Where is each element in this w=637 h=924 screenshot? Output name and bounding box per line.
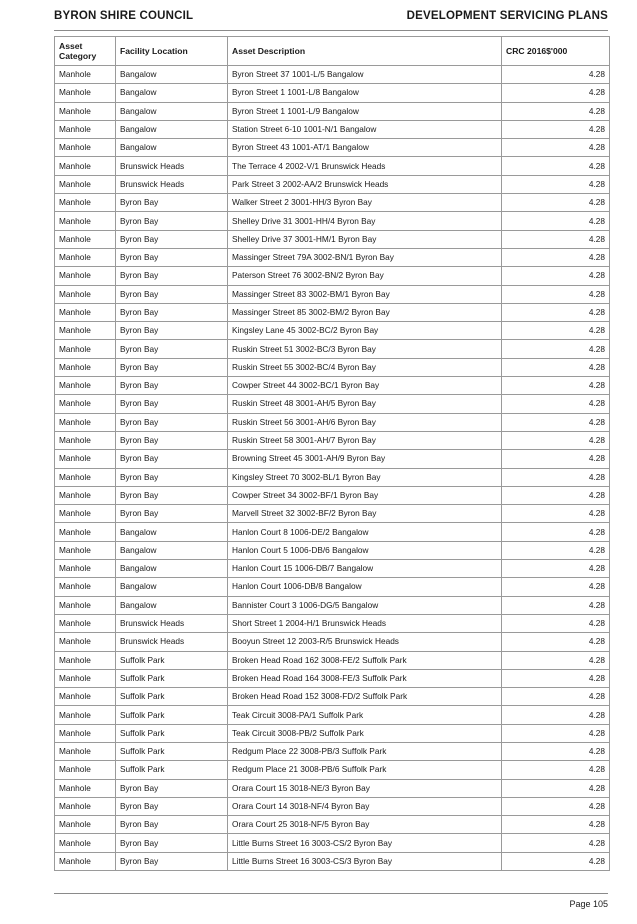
asset-description-cell: Ruskin Street 51 3002-BC/3 Byron Bay (228, 340, 502, 358)
asset-category-cell: Manhole (55, 468, 116, 486)
table-row (55, 797, 610, 815)
crc-value-cell: 4.28 (502, 669, 610, 687)
crc-value-cell: 4.28 (502, 761, 610, 779)
table-row (55, 724, 610, 742)
asset-description-cell: Orara Court 14 3018-NF/4 Byron Bay (228, 797, 502, 815)
crc-value-cell: 4.28 (502, 431, 610, 449)
table-row (55, 541, 610, 559)
crc-value-cell: 4.28 (502, 157, 610, 175)
facility-location-cell: Byron Bay (116, 267, 228, 285)
asset-category-cell: Manhole (55, 578, 116, 596)
facility-location-cell: Byron Bay (116, 285, 228, 303)
table-row (55, 322, 610, 340)
crc-value-cell: 4.28 (502, 139, 610, 157)
asset-description-cell: Short Street 1 2004-H/1 Brunswick Heads (228, 614, 502, 632)
table-row (55, 175, 610, 193)
table-row (55, 230, 610, 248)
table-row (55, 285, 610, 303)
facility-location-cell: Byron Bay (116, 779, 228, 797)
facility-location-cell: Suffolk Park (116, 669, 228, 687)
crc-value-cell: 4.28 (502, 688, 610, 706)
table-row (55, 761, 610, 779)
table-row (55, 852, 610, 870)
column-header-asset-description: Asset Description (228, 37, 502, 66)
asset-category-cell: Manhole (55, 248, 116, 266)
table-row (55, 596, 610, 614)
table-row (55, 560, 610, 578)
column-header-crc: CRC 2016$'000 (502, 37, 610, 66)
asset-description-cell: The Terrace 4 2002-V/1 Brunswick Heads (228, 157, 502, 175)
asset-category-cell: Manhole (55, 120, 116, 138)
crc-value-cell: 4.28 (502, 377, 610, 395)
crc-value-cell: 4.28 (502, 852, 610, 870)
facility-location-cell: Byron Bay (116, 413, 228, 431)
asset-category-cell: Manhole (55, 194, 116, 212)
facility-location-cell: Bangalow (116, 523, 228, 541)
table-row (55, 358, 610, 376)
asset-description-cell: Little Burns Street 16 3003-CS/3 Byron Bay (228, 852, 502, 870)
crc-value-cell: 4.28 (502, 102, 610, 120)
asset-description-cell: Hanlon Court 8 1006-DE/2 Bangalow (228, 523, 502, 541)
crc-value-cell: 4.28 (502, 651, 610, 669)
asset-category-cell: Manhole (55, 523, 116, 541)
table-row (55, 688, 610, 706)
facility-location-cell: Byron Bay (116, 212, 228, 230)
table-row (55, 212, 610, 230)
table-row (55, 706, 610, 724)
facility-location-cell: Brunswick Heads (116, 614, 228, 632)
asset-category-cell: Manhole (55, 688, 116, 706)
table-row (55, 84, 610, 102)
asset-description-cell: Walker Street 2 3001-HH/3 Byron Bay (228, 194, 502, 212)
table-row (55, 614, 610, 632)
asset-category-cell: Manhole (55, 358, 116, 376)
facility-location-cell: Byron Bay (116, 303, 228, 321)
table-row (55, 505, 610, 523)
asset-category-cell: Manhole (55, 560, 116, 578)
facility-location-cell: Bangalow (116, 139, 228, 157)
facility-location-cell: Byron Bay (116, 248, 228, 266)
asset-category-cell: Manhole (55, 267, 116, 285)
table-row (55, 267, 610, 285)
asset-description-cell: Byron Street 43 1001-AT/1 Bangalow (228, 139, 502, 157)
asset-description-cell: Park Street 3 2002-AA/2 Brunswick Heads (228, 175, 502, 193)
crc-value-cell: 4.28 (502, 285, 610, 303)
facility-location-cell: Byron Bay (116, 322, 228, 340)
crc-value-cell: 4.28 (502, 724, 610, 742)
asset-description-cell: Kingsley Street 70 3002-BL/1 Byron Bay (228, 468, 502, 486)
table-row (55, 834, 610, 852)
asset-category-cell: Manhole (55, 633, 116, 651)
asset-category-cell: Manhole (55, 322, 116, 340)
facility-location-cell: Bangalow (116, 560, 228, 578)
asset-description-cell: Bannister Court 3 1006-DG/5 Bangalow (228, 596, 502, 614)
crc-value-cell: 4.28 (502, 541, 610, 559)
table-header (55, 37, 610, 66)
asset-category-cell: Manhole (55, 157, 116, 175)
crc-value-cell: 4.28 (502, 834, 610, 852)
asset-category-cell: Manhole (55, 669, 116, 687)
crc-value-cell: 4.28 (502, 340, 610, 358)
asset-category-cell: Manhole (55, 834, 116, 852)
facility-location-cell: Bangalow (116, 120, 228, 138)
crc-value-cell: 4.28 (502, 267, 610, 285)
table-body (55, 66, 610, 871)
asset-category-cell: Manhole (55, 175, 116, 193)
crc-value-cell: 4.28 (502, 578, 610, 596)
asset-description-cell: Massinger Street 83 3002-BM/1 Byron Bay (228, 285, 502, 303)
facility-location-cell: Byron Bay (116, 431, 228, 449)
crc-value-cell: 4.28 (502, 706, 610, 724)
column-header-asset-category: Asset Category (55, 37, 116, 66)
facility-location-cell: Byron Bay (116, 194, 228, 212)
crc-value-cell: 4.28 (502, 84, 610, 102)
asset-description-cell: Massinger Street 79A 3002-BN/1 Byron Bay (228, 248, 502, 266)
asset-category-cell: Manhole (55, 431, 116, 449)
table-row (55, 66, 610, 84)
table-row (55, 157, 610, 175)
facility-location-cell: Byron Bay (116, 834, 228, 852)
crc-value-cell: 4.28 (502, 816, 610, 834)
facility-location-cell: Suffolk Park (116, 742, 228, 760)
asset-category-cell: Manhole (55, 706, 116, 724)
asset-category-cell: Manhole (55, 614, 116, 632)
facility-location-cell: Byron Bay (116, 816, 228, 834)
crc-value-cell: 4.28 (502, 560, 610, 578)
facility-location-cell: Byron Bay (116, 395, 228, 413)
asset-description-cell: Orara Court 25 3018-NF/5 Byron Bay (228, 816, 502, 834)
crc-value-cell: 4.28 (502, 450, 610, 468)
facility-location-cell: Byron Bay (116, 505, 228, 523)
asset-category-cell: Manhole (55, 761, 116, 779)
table-row (55, 651, 610, 669)
crc-value-cell: 4.28 (502, 358, 610, 376)
asset-description-cell: Ruskin Street 48 3001-AH/5 Byron Bay (228, 395, 502, 413)
asset-description-cell: Ruskin Street 58 3001-AH/7 Byron Bay (228, 431, 502, 449)
asset-category-cell: Manhole (55, 797, 116, 815)
page-header (54, 8, 608, 31)
asset-description-cell: Orara Court 15 3018-NE/3 Byron Bay (228, 779, 502, 797)
asset-category-cell: Manhole (55, 450, 116, 468)
facility-location-cell: Brunswick Heads (116, 157, 228, 175)
table-row (55, 468, 610, 486)
facility-location-cell: Bangalow (116, 84, 228, 102)
asset-category-cell: Manhole (55, 486, 116, 504)
asset-category-cell: Manhole (55, 596, 116, 614)
asset-description-cell: Broken Head Road 164 3008-FE/3 Suffolk Park (228, 669, 502, 687)
asset-description-cell: Cowper Street 34 3002-BF/1 Byron Bay (228, 486, 502, 504)
asset-description-cell: Shelley Drive 37 3001-HM/1 Byron Bay (228, 230, 502, 248)
crc-value-cell: 4.28 (502, 779, 610, 797)
facility-location-cell: Byron Bay (116, 468, 228, 486)
facility-location-cell: Suffolk Park (116, 651, 228, 669)
asset-category-cell: Manhole (55, 742, 116, 760)
asset-description-cell: Teak Circuit 3008-PB/2 Suffolk Park (228, 724, 502, 742)
asset-category-cell: Manhole (55, 303, 116, 321)
asset-description-cell: Teak Circuit 3008-PA/1 Suffolk Park (228, 706, 502, 724)
table-row (55, 248, 610, 266)
facility-location-cell: Brunswick Heads (116, 633, 228, 651)
asset-description-cell: Browning Street 45 3001-AH/9 Byron Bay (228, 450, 502, 468)
asset-description-cell: Hanlon Court 15 1006-DB/7 Bangalow (228, 560, 502, 578)
crc-value-cell: 4.28 (502, 212, 610, 230)
asset-category-cell: Manhole (55, 102, 116, 120)
facility-location-cell: Bangalow (116, 578, 228, 596)
asset-category-cell: Manhole (55, 852, 116, 870)
asset-description-cell: Shelley Drive 31 3001-HH/4 Byron Bay (228, 212, 502, 230)
crc-value-cell: 4.28 (502, 633, 610, 651)
crc-value-cell: 4.28 (502, 596, 610, 614)
facility-location-cell: Bangalow (116, 66, 228, 84)
crc-value-cell: 4.28 (502, 120, 610, 138)
asset-category-cell: Manhole (55, 285, 116, 303)
asset-category-cell: Manhole (55, 139, 116, 157)
facility-location-cell: Byron Bay (116, 358, 228, 376)
column-header-facility-location: Facility Location (116, 37, 228, 66)
asset-description-cell: Little Burns Street 16 3003-CS/2 Byron Bay (228, 834, 502, 852)
table-row (55, 377, 610, 395)
asset-category-cell: Manhole (55, 779, 116, 797)
crc-value-cell: 4.28 (502, 614, 610, 632)
crc-value-cell: 4.28 (502, 175, 610, 193)
facility-location-cell: Byron Bay (116, 377, 228, 395)
page-number: Page 105 (569, 899, 608, 909)
crc-value-cell: 4.28 (502, 303, 610, 321)
asset-category-cell: Manhole (55, 651, 116, 669)
asset-category-cell: Manhole (55, 230, 116, 248)
asset-description-cell: Byron Street 1 1001-L/9 Bangalow (228, 102, 502, 120)
asset-table (54, 36, 610, 871)
asset-description-cell: Massinger Street 85 3002-BM/2 Byron Bay (228, 303, 502, 321)
asset-description-cell: Booyun Street 12 2003-R/5 Brunswick Heads (228, 633, 502, 651)
crc-value-cell: 4.28 (502, 468, 610, 486)
council-name: BYRON SHIRE COUNCIL (54, 10, 194, 22)
asset-description-cell: Byron Street 37 1001-L/5 Bangalow (228, 66, 502, 84)
table-row (55, 194, 610, 212)
asset-description-cell: Broken Head Road 152 3008-FD/2 Suffolk Park (228, 688, 502, 706)
table-row (55, 742, 610, 760)
crc-value-cell: 4.28 (502, 322, 610, 340)
table-row (55, 395, 610, 413)
asset-description-cell: Cowper Street 44 3002-BC/1 Byron Bay (228, 377, 502, 395)
table-row (55, 816, 610, 834)
asset-category-cell: Manhole (55, 541, 116, 559)
crc-value-cell: 4.28 (502, 194, 610, 212)
asset-category-cell: Manhole (55, 505, 116, 523)
asset-category-cell: Manhole (55, 816, 116, 834)
table-row (55, 102, 610, 120)
table-row (55, 779, 610, 797)
table-row (55, 139, 610, 157)
table-row (55, 303, 610, 321)
table-row (55, 578, 610, 596)
facility-location-cell: Suffolk Park (116, 688, 228, 706)
facility-location-cell: Suffolk Park (116, 724, 228, 742)
asset-description-cell: Ruskin Street 55 3002-BC/4 Byron Bay (228, 358, 502, 376)
facility-location-cell: Bangalow (116, 102, 228, 120)
asset-category-cell: Manhole (55, 413, 116, 431)
asset-description-cell: Byron Street 1 1001-L/8 Bangalow (228, 84, 502, 102)
facility-location-cell: Suffolk Park (116, 761, 228, 779)
table-row (55, 340, 610, 358)
facility-location-cell: Byron Bay (116, 852, 228, 870)
facility-location-cell: Brunswick Heads (116, 175, 228, 193)
asset-description-cell: Kingsley Lane 45 3002-BC/2 Byron Bay (228, 322, 502, 340)
facility-location-cell: Byron Bay (116, 340, 228, 358)
crc-value-cell: 4.28 (502, 66, 610, 84)
asset-description-cell: Redgum Place 21 3008-PB/6 Suffolk Park (228, 761, 502, 779)
table-row (55, 633, 610, 651)
document-title: DEVELOPMENT SERVICING PLANS (406, 10, 608, 22)
crc-value-cell: 4.28 (502, 523, 610, 541)
table-row (55, 431, 610, 449)
asset-description-cell: Ruskin Street 56 3001-AH/6 Byron Bay (228, 413, 502, 431)
facility-location-cell: Byron Bay (116, 450, 228, 468)
asset-category-cell: Manhole (55, 212, 116, 230)
asset-category-cell: Manhole (55, 377, 116, 395)
crc-value-cell: 4.28 (502, 413, 610, 431)
asset-description-cell: Hanlon Court 5 1006-DB/6 Bangalow (228, 541, 502, 559)
table-row (55, 523, 610, 541)
asset-category-cell: Manhole (55, 395, 116, 413)
facility-location-cell: Bangalow (116, 596, 228, 614)
crc-value-cell: 4.28 (502, 486, 610, 504)
crc-value-cell: 4.28 (502, 742, 610, 760)
facility-location-cell: Suffolk Park (116, 706, 228, 724)
asset-description-cell: Station Street 6-10 1001-N/1 Bangalow (228, 120, 502, 138)
crc-value-cell: 4.28 (502, 505, 610, 523)
table-row (55, 486, 610, 504)
table-row (55, 450, 610, 468)
crc-value-cell: 4.28 (502, 797, 610, 815)
crc-value-cell: 4.28 (502, 230, 610, 248)
asset-description-cell: Broken Head Road 162 3008-FE/2 Suffolk Park (228, 651, 502, 669)
asset-description-cell: Hanlon Court 1006-DB/8 Bangalow (228, 578, 502, 596)
crc-value-cell: 4.28 (502, 395, 610, 413)
table-row (55, 120, 610, 138)
asset-description-cell: Marvell Street 32 3002-BF/2 Byron Bay (228, 505, 502, 523)
asset-category-cell: Manhole (55, 724, 116, 742)
asset-description-cell: Redgum Place 22 3008-PB/3 Suffolk Park (228, 742, 502, 760)
facility-location-cell: Byron Bay (116, 486, 228, 504)
table-row (55, 413, 610, 431)
asset-category-cell: Manhole (55, 66, 116, 84)
facility-location-cell: Byron Bay (116, 797, 228, 815)
table-row (55, 669, 610, 687)
footer-rule (54, 893, 608, 894)
facility-location-cell: Bangalow (116, 541, 228, 559)
crc-value-cell: 4.28 (502, 248, 610, 266)
asset-category-cell: Manhole (55, 84, 116, 102)
facility-location-cell: Byron Bay (116, 230, 228, 248)
asset-category-cell: Manhole (55, 340, 116, 358)
asset-description-cell: Paterson Street 76 3002-BN/2 Byron Bay (228, 267, 502, 285)
